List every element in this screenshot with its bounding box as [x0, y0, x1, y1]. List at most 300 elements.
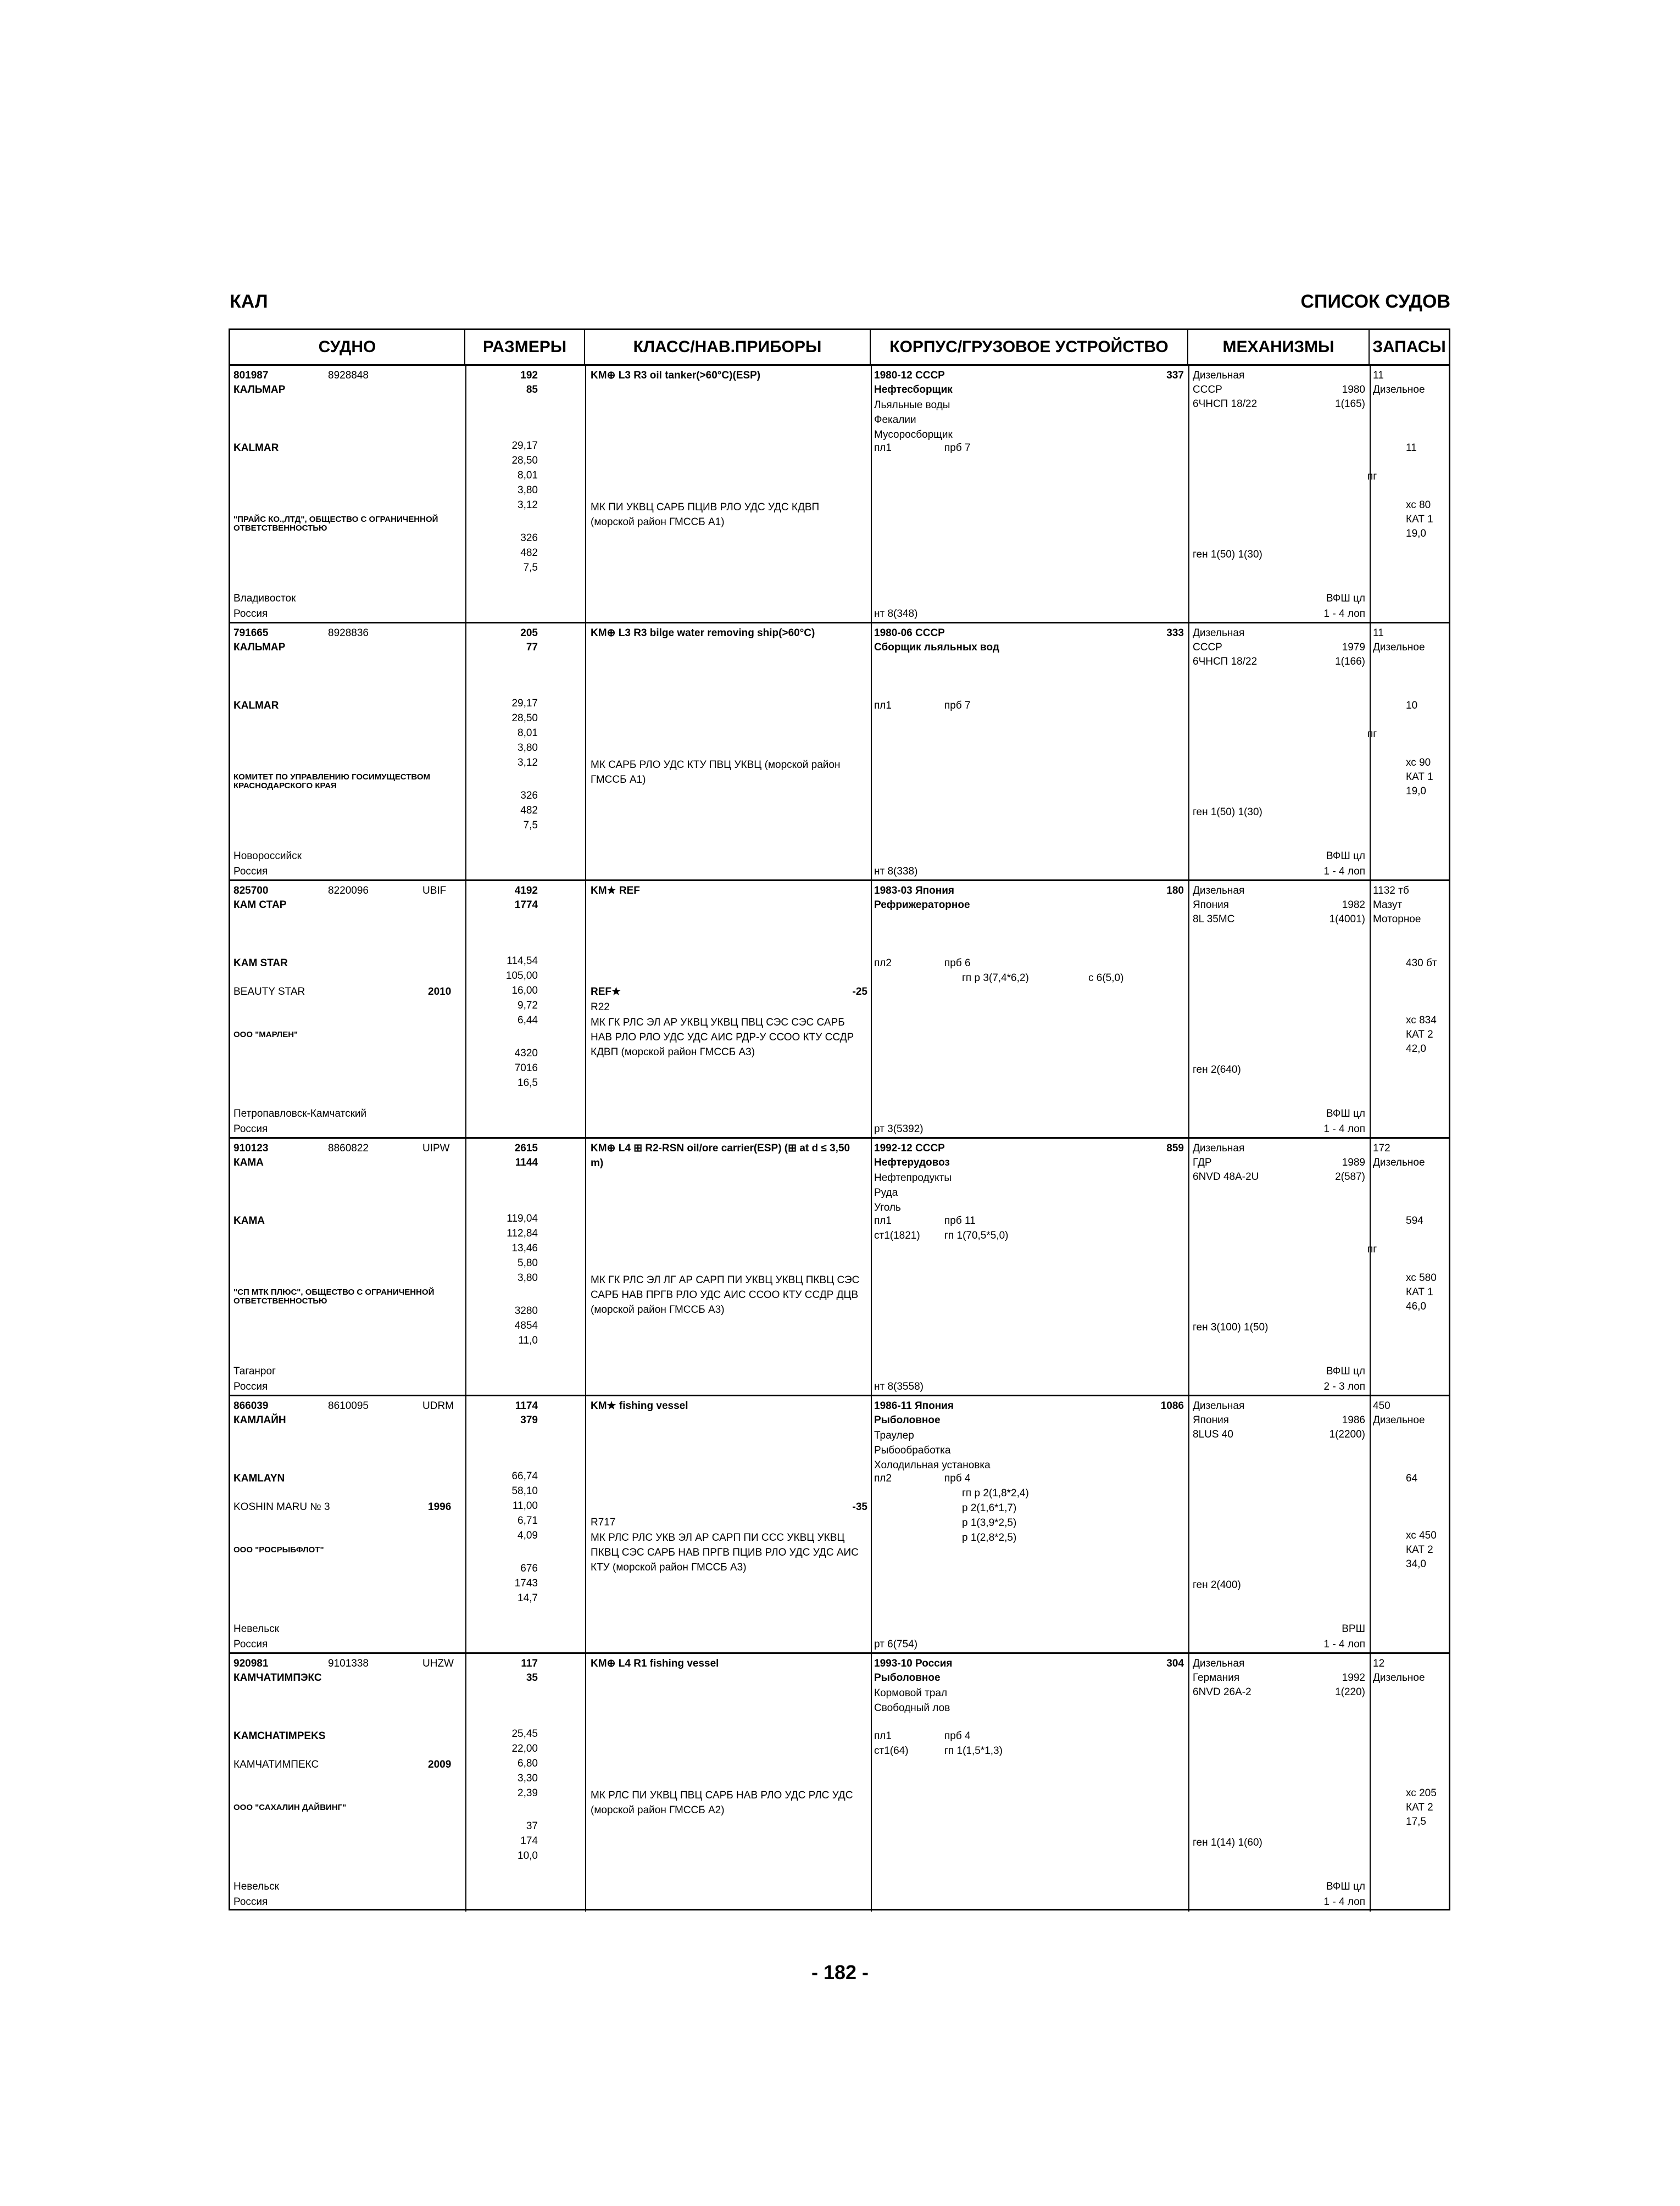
generators: ген 2(640) [1193, 1064, 1241, 1076]
fuel-capacity: 12 [1373, 1658, 1385, 1669]
register-number: 825700 [233, 885, 269, 896]
engine-year: 1992 [1342, 1672, 1365, 1684]
engine-model: 6NVD 26A-2 [1193, 1686, 1251, 1698]
engine-country: СССР [1193, 384, 1222, 395]
navigation-equipment: МК ГК РЛС ЭЛ ЛГ АР САРП ПИ УКВЦ УКВЦ ПКВЦ СЭС САРБ НАВ ПРГВ РЛО УДС АИС ССОО КТУ ССДР ДЦВ (морской район ГМССБ А3) [591, 1274, 860, 1316]
deck-info: пл1 [874, 442, 892, 454]
ice-category: КАТ 2 [1406, 1029, 1433, 1040]
port-of-registry: Петропавловск-Камчатский [233, 1108, 367, 1119]
dimension-value: 112,84 [507, 1228, 538, 1239]
capacity-value: 326 [520, 790, 538, 801]
cargo-type: Холодильная установка [874, 1459, 991, 1471]
deadweight: 1144 [515, 1157, 538, 1168]
capacity-value: 11,0 [518, 1335, 538, 1346]
engine-power: 1(4001) [1329, 913, 1365, 925]
deck-info: пл2 [874, 957, 892, 969]
column-divider [1370, 1396, 1371, 1652]
engine-year: 1989 [1342, 1157, 1365, 1168]
port-of-registry: Новороссийск [233, 850, 302, 862]
engine-year: 1982 [1342, 899, 1365, 911]
fuel-capacity: 11 [1373, 627, 1384, 639]
deadweight: 379 [520, 1414, 538, 1426]
ship-type: Нефтерудовоз [874, 1157, 950, 1168]
engine-model: 8LUS 40 [1193, 1429, 1233, 1440]
capacity-value: 16,5 [518, 1077, 538, 1089]
register-number: 801987 [233, 370, 269, 381]
dimension-value: 6,80 [518, 1758, 538, 1769]
cargo-type: Руда [874, 1187, 898, 1199]
build-date-country: 1992-12 СССР [874, 1143, 945, 1154]
build-date-country: 1980-06 СССР [874, 627, 945, 639]
cargo-type: Нефтепродукты [874, 1172, 952, 1184]
cargo-type: Мусоросборщик [874, 429, 953, 441]
ship-register-table [229, 328, 1450, 1910]
yard-number: 337 [1166, 370, 1184, 381]
port-of-registry: Невельск [233, 1623, 279, 1635]
autonomy: 19,0 [1406, 528, 1426, 539]
propeller: ВФШ цл [1326, 1881, 1365, 1892]
class-notation: KM⊕ L3 R3 oil tanker(>60°C)(ESP) [591, 370, 761, 381]
running-header-left: КАЛ [230, 291, 268, 312]
engine-model: 6ЧНСП 18/22 [1193, 398, 1258, 410]
imo-number: 8220096 [328, 885, 369, 896]
ship-type: Нефтесборщик [874, 384, 953, 395]
port-of-registry: Таганрог [233, 1366, 276, 1377]
column-divider [1370, 1139, 1371, 1395]
speed: хс 834 [1406, 1015, 1437, 1026]
engine-type: Дизельная [1193, 627, 1245, 639]
dimension-value: 3,12 [518, 499, 538, 511]
former-name: KOSHIN MARU № 3 [233, 1501, 330, 1513]
build-date-country: 1983-03 Япония [874, 885, 954, 896]
engine-type: Дизельная [1193, 1143, 1245, 1154]
port-of-registry: Невельск [233, 1881, 279, 1892]
water-type: пг [1367, 471, 1377, 482]
dimension-value: 3,80 [518, 1272, 538, 1284]
refrigeration-class: REF★ [591, 986, 621, 998]
engine-power: 1(220) [1335, 1686, 1365, 1698]
engine-type: Дизельная [1193, 1400, 1245, 1412]
column-divider [585, 1139, 586, 1395]
deadweight: 1774 [514, 899, 538, 911]
water-capacity: 64 [1406, 1473, 1418, 1484]
column-divider [585, 881, 586, 1137]
fuel-capacity: 172 [1373, 1143, 1390, 1154]
running-header-right: СПИСОК СУДОВ [1300, 291, 1450, 312]
holds-info: рт 3(5392) [874, 1123, 924, 1135]
hatch-info: прб 4 [944, 1473, 971, 1484]
fuel-type: Мазут [1373, 899, 1403, 911]
generators: ген 2(400) [1193, 1579, 1241, 1591]
water-capacity: 430 бт [1406, 957, 1437, 969]
generators: ген 1(14) 1(60) [1193, 1837, 1262, 1848]
fuel-capacity: 1132 тб [1373, 885, 1409, 896]
column-divider [871, 881, 872, 1137]
dimension-value: 28,50 [511, 455, 538, 466]
autonomy: 17,5 [1406, 1816, 1426, 1828]
ship-type: Сборщик льяльных вод [874, 642, 999, 653]
cargo-type: Рыбообработка [874, 1445, 951, 1456]
yard-number: 180 [1166, 885, 1184, 896]
capacity-value: 37 [526, 1820, 538, 1832]
engine-country: Япония [1193, 899, 1229, 911]
flag-country: Россия [233, 1896, 268, 1908]
generators: ген 3(100) 1(50) [1193, 1322, 1269, 1333]
refrigeration-temp: -35 [852, 1501, 867, 1513]
yard-number: 304 [1166, 1658, 1184, 1669]
column-divider [871, 1654, 872, 1912]
column-header-ship: СУДНО [230, 330, 465, 364]
capacity-value: 7,5 [523, 820, 538, 831]
propeller: ВФШ цл [1326, 1108, 1365, 1119]
ship-entry [230, 366, 1449, 623]
engine-power: 1(165) [1335, 398, 1365, 410]
deck-info: пл1 [874, 1215, 892, 1227]
engine-model: 6ЧНСП 18/22 [1193, 656, 1258, 667]
gross-tonnage: 192 [520, 370, 538, 381]
port-of-registry: Владивосток [233, 593, 296, 604]
column-divider [871, 1139, 872, 1395]
column-divider [1370, 881, 1371, 1137]
propeller: ВФШ цл [1326, 850, 1365, 862]
flag-country: Россия [233, 866, 268, 877]
engine-model: 8L 35MC [1193, 913, 1235, 925]
refrigeration-temp: -25 [852, 986, 867, 998]
former-name: BEAUTY STAR [233, 986, 305, 998]
speed: хс 90 [1406, 757, 1431, 768]
class-notation: KM★ REF [591, 885, 640, 896]
engine-type: Дизельная [1193, 370, 1245, 381]
dimension-value: 28,50 [511, 712, 538, 724]
cargo-type: Уголь [874, 1202, 901, 1213]
capacity-value: 676 [520, 1563, 538, 1574]
ship-name: КАЛЬМАР [233, 642, 286, 653]
page-number: - 182 - [811, 1961, 869, 1984]
imo-number: 9101338 [328, 1658, 369, 1669]
register-number: 791665 [233, 627, 269, 639]
call-sign: UIPW [422, 1143, 450, 1154]
propeller: ВФШ цл [1326, 593, 1365, 604]
cargo-type: Траулер [874, 1430, 914, 1441]
fuel-type: Дизельное [1373, 1157, 1425, 1168]
owner: ООО "РОСРЫБФЛОТ" [233, 1545, 324, 1555]
dimension-value: 29,17 [511, 440, 538, 452]
engine-model: 6NVD 48A-2U [1193, 1171, 1259, 1183]
engine-country: ГДР [1193, 1157, 1212, 1168]
cargo-type: Кормовой трал [874, 1687, 948, 1699]
yard-number: 1086 [1160, 1400, 1184, 1412]
class-notation: KM⊕ L3 R3 bilge water removing ship(>60°C) [591, 627, 815, 639]
ship-name-latin: KAM STAR [233, 957, 288, 969]
ship-name: КАМА [233, 1157, 264, 1168]
register-number: 910123 [233, 1143, 269, 1154]
capacity-value: 174 [520, 1835, 538, 1847]
engine-power: 2(587) [1335, 1171, 1365, 1183]
column-header-machinery: МЕХАНИЗМЫ [1188, 330, 1370, 364]
autonomy: 34,0 [1406, 1558, 1426, 1570]
column-header-class: КЛАСС/НАВ.ПРИБОРЫ [585, 330, 871, 364]
column-divider [1370, 623, 1371, 879]
dimension-value: 105,00 [505, 970, 538, 982]
deadweight: 85 [526, 384, 538, 395]
ship-name-latin: KAMCHATIMPEKS [233, 1730, 326, 1742]
speed: хс 580 [1406, 1272, 1437, 1284]
dimension-value: 29,17 [511, 698, 538, 709]
dimension-value: 66,74 [511, 1470, 538, 1482]
imo-number: 8928848 [328, 370, 369, 381]
speed: хс 450 [1406, 1530, 1437, 1541]
flag-country: Россия [233, 1639, 268, 1650]
dimension-value: 2,39 [518, 1787, 538, 1799]
column-divider [585, 623, 586, 879]
propeller: ВФШ цл [1326, 1366, 1365, 1377]
column-header-stores: ЗАПАСЫ [1372, 338, 1446, 356]
deadweight: 35 [526, 1672, 538, 1684]
owner: ООО "САХАЛИН ДАЙВИНГ" [233, 1803, 347, 1812]
propeller: ВРШ [1342, 1623, 1365, 1635]
dimension-value: 3,12 [518, 757, 538, 768]
capacity-value: 326 [520, 532, 538, 544]
holds-info: нт 8(3558) [874, 1381, 924, 1392]
fuel-type: Дизельное [1373, 1414, 1425, 1426]
engine-type: Дизельная [1193, 1658, 1245, 1669]
capacity-value: 1743 [514, 1578, 538, 1589]
navigation-equipment: МК РЛС РЛС УКВ ЭЛ АР САРП ПИ ССС УКВЦ УКВЦ ПКВЦ СЭС САРБ НАВ ПРГВ ПЦИВ РЛО УДС УДС АИС КТУ (морской район ГМССБ А3) [591, 1532, 859, 1573]
dimension-value: 16,00 [511, 985, 538, 996]
call-sign: UDRM [422, 1400, 454, 1412]
deck-info: ст1(1821) [874, 1230, 920, 1241]
autonomy: 46,0 [1406, 1301, 1426, 1312]
deck-info: пл2 [874, 1473, 892, 1484]
imo-number: 8610095 [328, 1400, 369, 1412]
engine-year: 1980 [1342, 384, 1365, 395]
propeller-blades: 1 - 4 лоп [1323, 866, 1365, 877]
dimension-value: 6,44 [518, 1015, 538, 1026]
deadweight: 77 [526, 642, 538, 653]
column-header-dimensions: РАЗМЕРЫ [465, 330, 585, 364]
fuel-capacity: 450 [1373, 1400, 1390, 1412]
ice-category: КАТ 1 [1406, 1286, 1433, 1298]
column-divider [1370, 1654, 1371, 1912]
propeller-blades: 1 - 4 лоп [1323, 608, 1365, 620]
refrigerant: R717 [591, 1517, 616, 1528]
propeller-blades: 1 - 4 лоп [1323, 1123, 1365, 1135]
refrigerant: R22 [591, 1001, 610, 1013]
ship-name: КАМЛАЙН [233, 1414, 286, 1426]
propeller-blades: 1 - 4 лоп [1323, 1896, 1365, 1908]
call-sign: UHZW [422, 1658, 454, 1669]
capacity-value: 7016 [514, 1062, 538, 1074]
former-name: КАМЧАТИМПЕКС [233, 1759, 319, 1770]
gross-tonnage: 205 [520, 627, 538, 639]
register-number: 920981 [233, 1658, 269, 1669]
ship-name-latin: KAMLAYN [233, 1473, 285, 1484]
engine-power: 1(2200) [1329, 1429, 1365, 1440]
yard-number: 333 [1166, 627, 1184, 639]
propeller-blades: 2 - 3 лоп [1323, 1381, 1365, 1392]
fuel-type: Дизельное [1373, 1672, 1425, 1684]
hatch-info: прб 4 [944, 1730, 971, 1742]
ship-entry [230, 881, 1449, 1139]
hatch-info: прб 7 [944, 700, 971, 711]
autonomy: 42,0 [1406, 1043, 1426, 1055]
dimension-value: 11,00 [512, 1500, 538, 1512]
holds-info: нт 8(338) [874, 866, 918, 877]
fuel-type: Дизельное [1373, 642, 1425, 653]
capacity-value: 4320 [514, 1048, 538, 1059]
generators: ген 1(50) 1(30) [1193, 806, 1262, 818]
dimension-value: 119,04 [507, 1213, 538, 1224]
hatch-info: гп 1(1,5*1,3) [944, 1745, 1003, 1757]
fuel-type: Дизельное [1373, 384, 1425, 395]
dimension-value: 114,54 [507, 955, 538, 967]
imo-number: 8860822 [328, 1143, 369, 1154]
column-divider [585, 1654, 586, 1912]
column-header-hull: КОРПУС/ГРУЗОВОЕ УСТРОЙСТВО [871, 330, 1188, 364]
capacity-value: 482 [520, 547, 538, 559]
cargo-type: Льяльные воды [874, 399, 950, 411]
engine-year: 1986 [1342, 1414, 1365, 1426]
water-capacity: 10 [1406, 700, 1418, 711]
column-divider [871, 366, 872, 622]
dimension-value: 13,46 [511, 1243, 538, 1254]
column-divider [585, 1396, 586, 1652]
flag-country: Россия [233, 1123, 268, 1135]
ice-category: КАТ 2 [1406, 1544, 1433, 1556]
register-number: 866039 [233, 1400, 269, 1412]
hatch-info: прб 6 [944, 957, 971, 969]
ship-name-latin: KALMAR [233, 442, 279, 454]
call-sign: UBIF [422, 885, 447, 896]
propeller-blades: 1 - 4 лоп [1323, 1639, 1365, 1650]
dimension-value: 3,80 [518, 742, 538, 754]
speed: хс 80 [1406, 499, 1431, 511]
ice-category: КАТ 1 [1406, 514, 1433, 525]
deck-info: ст1(64) [874, 1745, 909, 1757]
dimension-value: 6,71 [518, 1515, 538, 1527]
ship-name: КАМЧАТИМПЭКС [233, 1672, 322, 1684]
build-date-country: 1980-12 СССР [874, 370, 945, 381]
owner: "СП МТК ПЛЮС", ОБЩЕСТВО С ОГРАНИЧЕННОЙ ОТВЕТСТВЕННОСТЬЮ [233, 1288, 435, 1306]
hatch-info: гп р 2(1,8*2,4) [962, 1488, 1029, 1499]
water-capacity: 11 [1406, 442, 1417, 454]
navigation-equipment: МК ПИ УКВЦ САРБ ПЦИВ РЛО УДС УДС КДВП (морской район ГМССБ А1) [591, 502, 820, 528]
capacity-value: 10,0 [518, 1850, 538, 1862]
dimension-value: 3,80 [518, 484, 538, 496]
dimension-value: 8,01 [518, 470, 538, 481]
navigation-equipment: МК ГК РЛС ЭЛ АР УКВЦ УКВЦ ПВЦ СЭС СЭС САРБ НАВ РЛО РЛО УДС УДС АИС РДР-У ССОО КТУ ССДР КДВП (морской район ГМССБ А3) [591, 1017, 854, 1058]
column-divider [871, 1396, 872, 1652]
fuel-type-2: Моторное [1373, 913, 1421, 925]
dimension-value: 25,45 [511, 1728, 538, 1740]
water-capacity: 594 [1406, 1215, 1423, 1227]
class-notation: KM⊕ L4 ⊞ R2-RSN oil/ore carrier(ESP) (⊞ at d ≤ 3,50 m) [591, 1143, 850, 1169]
holds-info: нт 8(348) [874, 608, 918, 620]
column-divider [1370, 366, 1371, 622]
hatch-info: р 1(2,8*2,5) [962, 1532, 1017, 1544]
yard-number: 859 [1166, 1143, 1184, 1154]
dimension-value: 3,30 [518, 1773, 538, 1784]
dimension-value: 5,80 [518, 1257, 538, 1269]
ship-name-latin: KAMA [233, 1215, 265, 1227]
imo-number: 8928836 [328, 627, 369, 639]
column-divider [871, 623, 872, 879]
ice-category: КАТ 2 [1406, 1802, 1433, 1813]
holds-info: рт 6(754) [874, 1639, 918, 1650]
ship-name: КАЛЬМАР [233, 384, 286, 395]
fuel-capacity: 11 [1373, 370, 1384, 381]
gross-tonnage: 2615 [514, 1143, 538, 1154]
former-name-year: 2010 [428, 986, 452, 998]
build-date-country: 1986-11 Япония [874, 1400, 954, 1412]
table-body [230, 366, 1449, 1909]
navigation-equipment: МК РЛС ПИ УКВЦ ПВЦ САРБ НАВ РЛО УДС РЛС УДС (морской район ГМССБ А2) [591, 1790, 853, 1816]
owner: ООО "МАРЛЕН" [233, 1030, 298, 1039]
former-name-year: 2009 [428, 1759, 452, 1770]
capacity-value: 4854 [514, 1320, 538, 1332]
column-divider [585, 366, 586, 622]
engine-type: Дизельная [1193, 885, 1245, 896]
ship-type: Рефрижераторное [874, 899, 970, 911]
dimension-value: 8,01 [518, 727, 538, 739]
hatch-info: р 1(3,9*2,5) [962, 1517, 1017, 1529]
ship-name-latin: KALMAR [233, 700, 279, 711]
capacity-value: 482 [520, 805, 538, 816]
hatch-info: прб 11 [944, 1215, 976, 1227]
ship-entry [230, 1396, 1449, 1654]
gross-tonnage: 4192 [514, 885, 538, 896]
ship-name: КАМ СТАР [233, 899, 287, 911]
navigation-equipment: МК САРБ РЛО УДС КТУ ПВЦ УКВЦ (морской район ГМССБ А1) [591, 759, 841, 786]
deck-info: пл1 [874, 700, 892, 711]
ship-entry [230, 1654, 1449, 1912]
dimension-value: 58,10 [511, 1485, 538, 1497]
owner: "ПРАЙС КО.,ЛТД", ОБЩЕСТВО С ОГРАНИЧЕННОЙ ОТВЕТСТВЕННОСТЬЮ [233, 515, 438, 533]
dimension-value: 9,72 [518, 1000, 538, 1011]
dimension-value: 4,09 [518, 1530, 538, 1541]
capacity-value: 3280 [514, 1305, 538, 1317]
flag-country: Россия [233, 1381, 268, 1392]
engine-country: Япония [1193, 1414, 1229, 1426]
hatch-info: р 2(1,6*1,7) [962, 1502, 1017, 1514]
gross-tonnage: 1174 [515, 1400, 538, 1412]
ship-type: Рыболовное [874, 1672, 941, 1684]
hatch-info: прб 7 [944, 442, 971, 454]
deck-info: пл1 [874, 1730, 892, 1742]
cargo-type: Фекалии [874, 414, 916, 426]
ship-type: Рыболовное [874, 1414, 941, 1426]
hatch-info: гп 1(70,5*5,0) [944, 1230, 1009, 1241]
class-notation: KM⊕ L4 R1 fishing vessel [591, 1658, 719, 1669]
hatch-size: с 6(5,0) [1088, 972, 1124, 984]
owner: КОМИТЕТ ПО УПРАВЛЕНИЮ ГОСИМУЩЕСТВОМ КРАСНОДАРСКОГО КРАЯ [233, 772, 431, 790]
autonomy: 19,0 [1406, 786, 1426, 797]
gross-tonnage: 117 [521, 1658, 538, 1669]
engine-year: 1979 [1342, 642, 1365, 653]
speed: хс 205 [1406, 1787, 1437, 1799]
class-notation: KM★ fishing vessel [591, 1400, 688, 1412]
former-name-year: 1996 [428, 1501, 452, 1513]
hatch-info: гп р 3(7,4*6,2) [962, 972, 1029, 984]
cargo-type: Свободный лов [874, 1702, 950, 1714]
engine-country: Германия [1193, 1672, 1240, 1684]
capacity-value: 7,5 [523, 562, 538, 573]
engine-power: 1(166) [1335, 656, 1365, 667]
water-type: пг [1367, 728, 1377, 740]
dimension-value: 22,00 [511, 1743, 538, 1754]
generators: ген 1(50) 1(30) [1193, 549, 1262, 560]
ship-entry [230, 623, 1449, 881]
